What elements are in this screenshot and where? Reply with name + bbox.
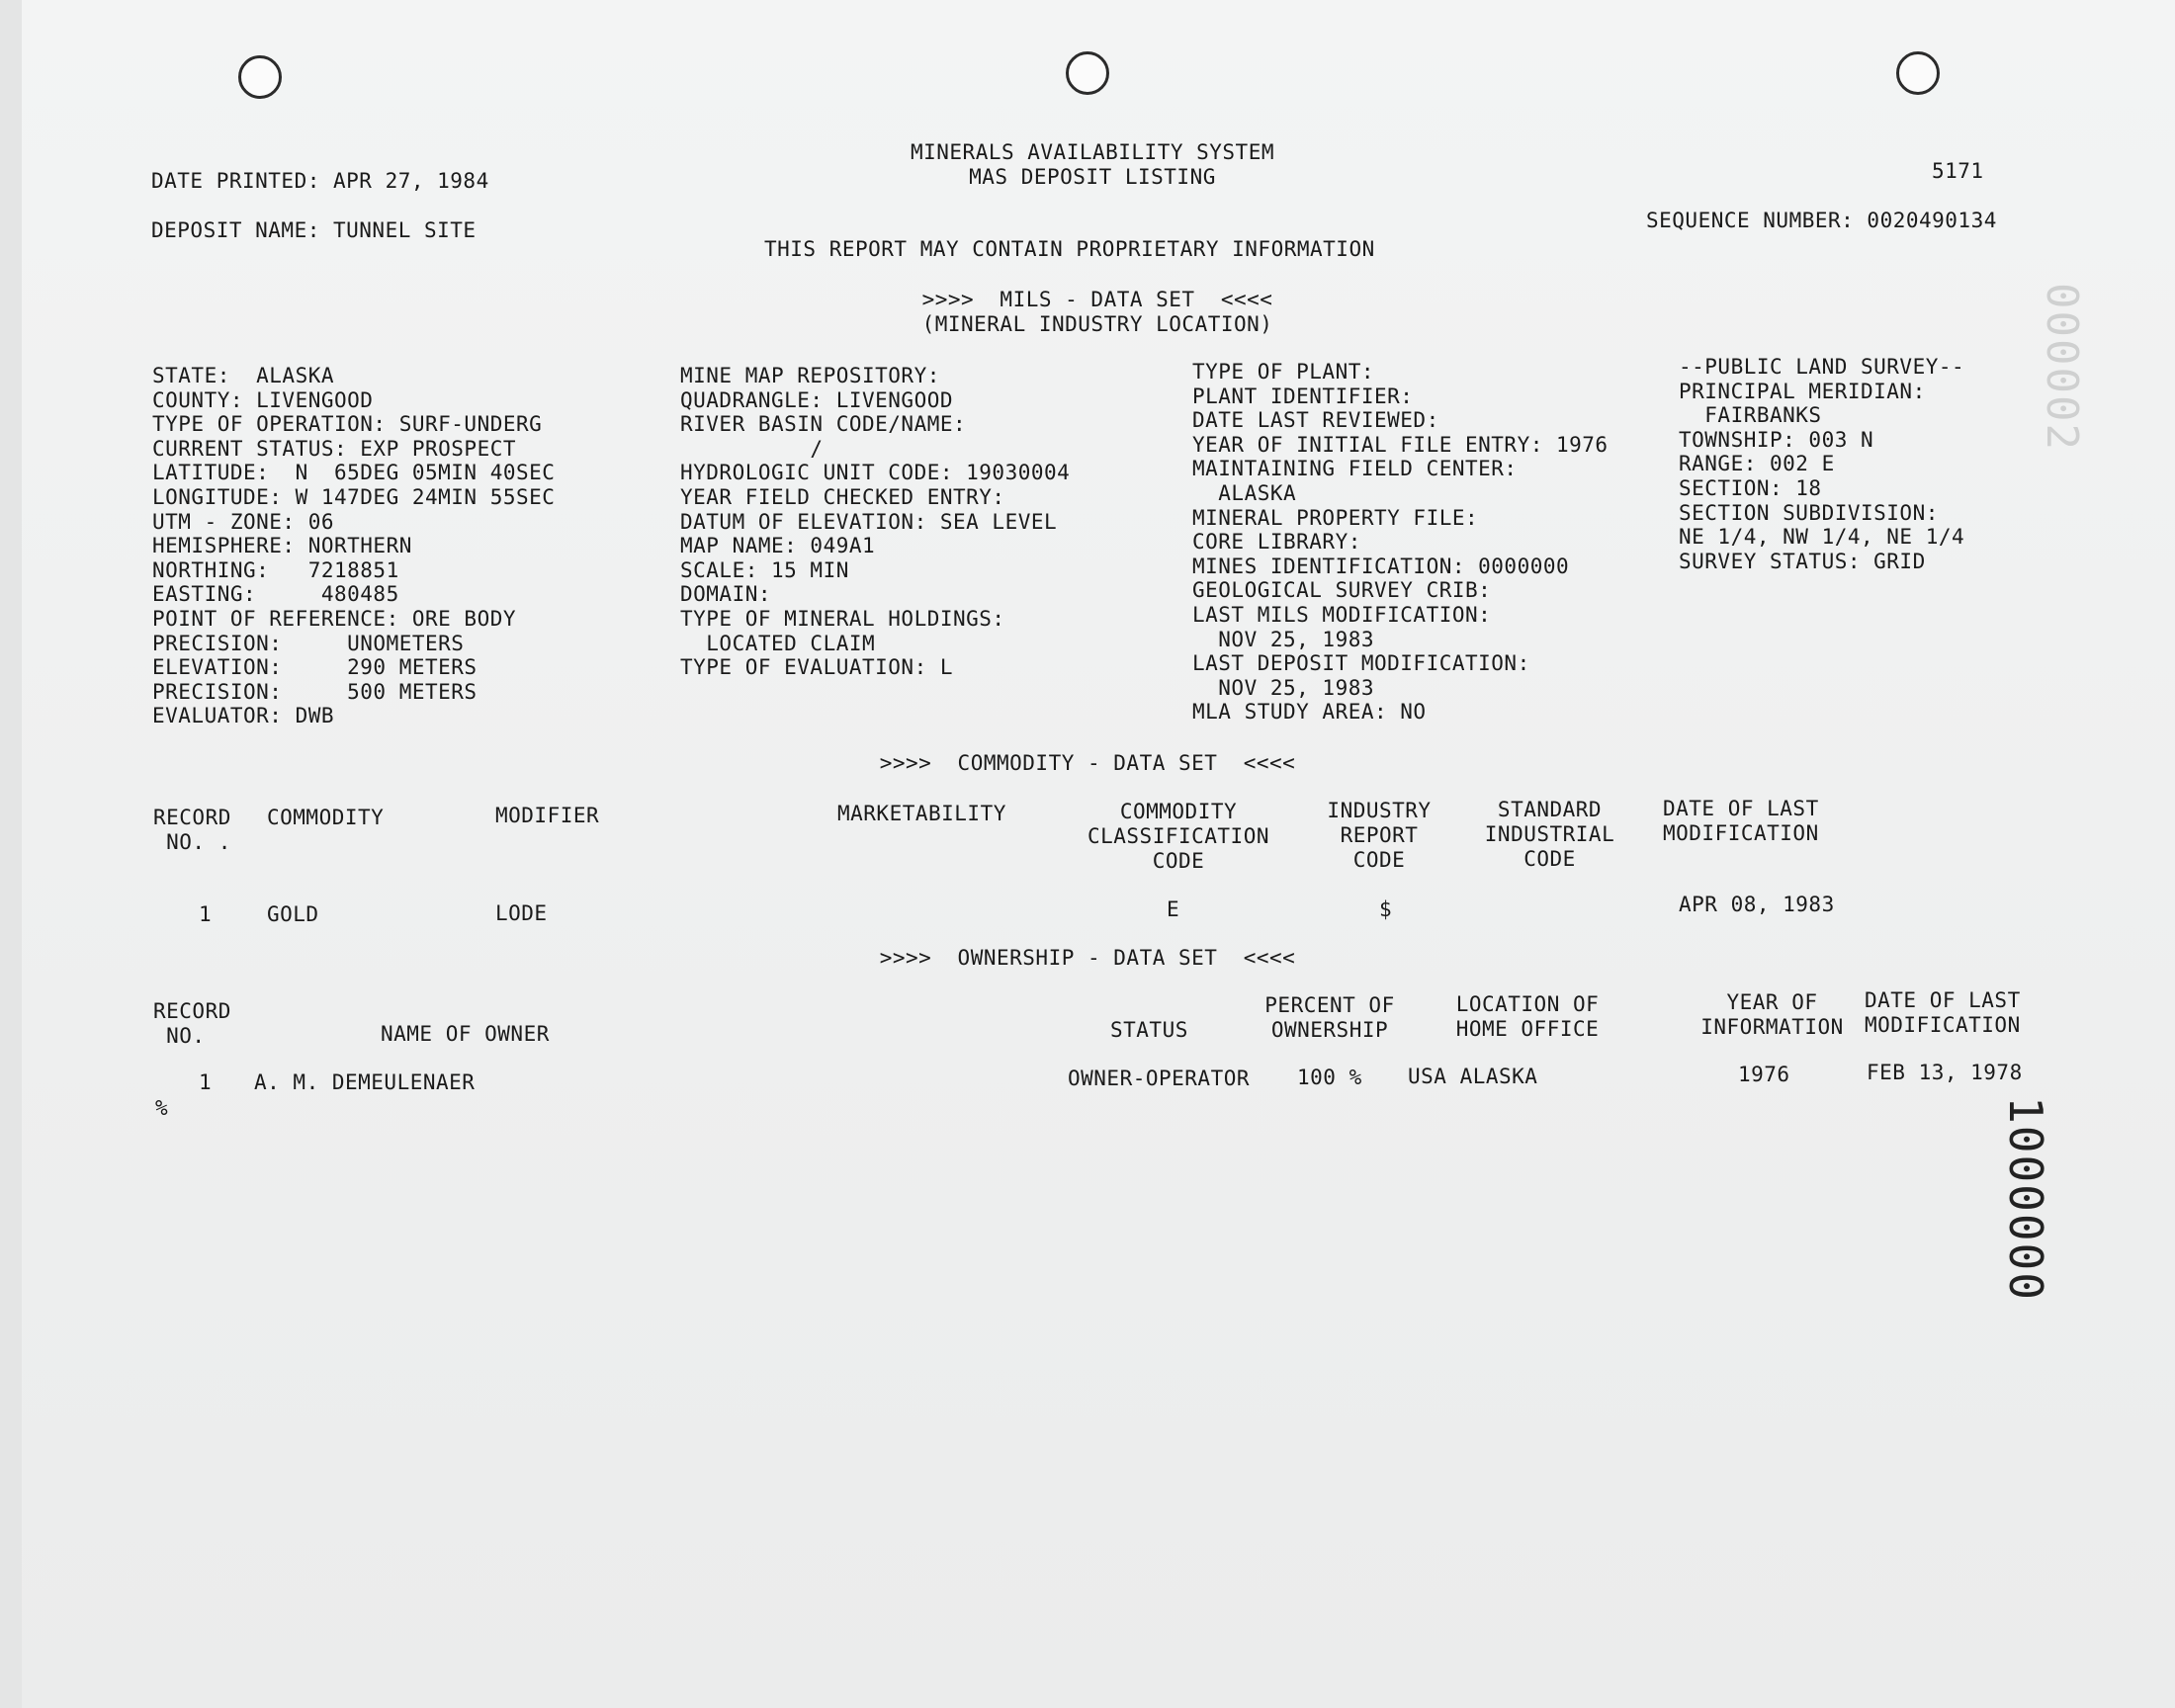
survey-field: PRINCIPAL MERIDIAN: bbox=[1679, 379, 1926, 403]
sic-header: STANDARD bbox=[1497, 798, 1603, 821]
public-land-survey-column bbox=[1679, 355, 1964, 573]
mils-admin-column bbox=[1192, 360, 1609, 725]
industry-report-header: CODE bbox=[1352, 848, 1406, 872]
binder-hole-center bbox=[1066, 51, 1109, 95]
owner-row-percent: 100 % bbox=[1297, 1066, 1362, 1089]
mils-field: HYDROLOGIC UNIT CODE: 19030004 bbox=[680, 461, 1071, 485]
mils-field: PLANT IDENTIFIER: bbox=[1192, 384, 1414, 408]
industry-report-header: REPORT bbox=[1340, 823, 1419, 847]
mils-field: MINERAL PROPERTY FILE: bbox=[1192, 505, 1479, 530]
owner-name-header: NAME OF OWNER bbox=[381, 1022, 550, 1046]
mils-field: DATUM OF ELEVATION: SEA LEVEL bbox=[680, 509, 1058, 534]
mils-field: MINES IDENTIFICATION: 0000000 bbox=[1192, 554, 1570, 578]
mils-field: RIVER BASIN CODE/NAME: bbox=[680, 412, 967, 437]
mils-field: MAP NAME: 049A1 bbox=[680, 534, 876, 558]
mils-field: / bbox=[680, 436, 824, 461]
owner-row-status: OWNER-OPERATOR bbox=[1068, 1067, 1251, 1090]
mils-field: TYPE OF EVALUATION: L bbox=[680, 655, 954, 680]
percent-ownership-header: PERCENT OF bbox=[1264, 993, 1395, 1017]
binder-hole-left bbox=[238, 55, 282, 99]
mils-field: MINE MAP REPOSITORY: bbox=[680, 364, 940, 387]
mils-subheading: (MINERAL INDUSTRY LOCATION) bbox=[921, 312, 1273, 336]
survey-heading: --PUBLIC LAND SURVEY-- bbox=[1679, 355, 1965, 379]
industry-report-header: INDUSTRY bbox=[1327, 799, 1432, 822]
ownership-date-header: MODIFICATION bbox=[1865, 1013, 2021, 1037]
owner-status-header: STATUS bbox=[1110, 1018, 1188, 1042]
mils-field: PRECISION: UNOMETERS bbox=[152, 631, 465, 655]
ownership-heading: >>>> OWNERSHIP - DATA SET <<<< bbox=[879, 946, 1296, 970]
mils-location-column bbox=[152, 364, 555, 728]
survey-field: TOWNSHIP: 003 N bbox=[1679, 427, 1874, 452]
mils-field: LONGITUDE: W 147DEG 24MIN 55SEC bbox=[152, 484, 556, 509]
commodity-record-header: RECORD bbox=[153, 806, 231, 829]
classification-header: CLASSIFICATION bbox=[1087, 824, 1269, 848]
owner-row-location: USA ALASKA bbox=[1408, 1065, 1538, 1088]
mils-field: NOV 25, 1983 bbox=[1192, 675, 1375, 700]
faint-stamp-number: 000002 bbox=[2036, 283, 2087, 452]
mils-field: MAINTAINING FIELD CENTER: bbox=[1192, 457, 1518, 481]
survey-field: SURVEY STATUS: GRID bbox=[1679, 549, 1926, 573]
mils-field: DOMAIN: bbox=[680, 582, 772, 607]
date-printed: DATE PRINTED: APR 27, 1984 bbox=[151, 169, 489, 193]
owner-row-name: A. M. DEMEULENAER bbox=[254, 1070, 476, 1094]
survey-field: RANGE: 002 E bbox=[1679, 452, 1835, 476]
system-title: MINERALS AVAILABILITY SYSTEM bbox=[910, 140, 1274, 164]
mils-field: POINT OF REFERENCE: ORE BODY bbox=[152, 606, 517, 631]
commodity-row-record: 1 bbox=[199, 902, 213, 926]
proprietary-notice: THIS REPORT MAY CONTAIN PROPRIETARY INFORMATION bbox=[764, 237, 1375, 261]
mils-field: DATE LAST REVIEWED: bbox=[1192, 408, 1439, 433]
last-modification-header: MODIFICATION bbox=[1663, 821, 1819, 845]
mils-field: NORTHING: 7218851 bbox=[152, 557, 399, 582]
mils-field: NOV 25, 1983 bbox=[1192, 627, 1375, 651]
survey-field: FAIRBANKS bbox=[1679, 403, 1822, 428]
modifier-header: MODIFIER bbox=[495, 804, 600, 827]
commodity-name-header: COMMODITY bbox=[267, 806, 385, 829]
year-of-information-header: INFORMATION bbox=[1700, 1015, 1844, 1039]
survey-field: SECTION SUBDIVISION: bbox=[1679, 500, 1939, 525]
commodity-row-modifier: LODE bbox=[495, 901, 548, 925]
owner-row-year: 1976 bbox=[1738, 1063, 1790, 1086]
end-of-record-marker: % bbox=[155, 1096, 169, 1120]
mils-field: SCALE: 15 MIN bbox=[680, 557, 849, 582]
listing-title: MAS DEPOSIT LISTING bbox=[969, 165, 1216, 189]
commodity-heading: >>>> COMMODITY - DATA SET <<<< bbox=[879, 751, 1296, 775]
mils-field: EASTING: 480485 bbox=[152, 582, 399, 607]
survey-field: SECTION: 18 bbox=[1679, 475, 1822, 500]
sic-header: INDUSTRIAL bbox=[1484, 822, 1615, 846]
mils-field: GEOLOGICAL SURVEY CRIB: bbox=[1192, 578, 1492, 603]
deposit-name: DEPOSIT NAME: TUNNEL SITE bbox=[151, 218, 477, 242]
mils-field: LATITUDE: N 65DEG 05MIN 40SEC bbox=[152, 461, 556, 485]
mils-field: QUADRANGLE: LIVENGOOD bbox=[680, 387, 954, 412]
mils-field: TYPE OF PLANT: bbox=[1192, 360, 1375, 384]
mils-field: COUNTY: LIVENGOOD bbox=[152, 387, 374, 412]
page-number: 5171 bbox=[1932, 159, 1984, 183]
page-edge bbox=[0, 0, 22, 1708]
mils-heading: >>>> MILS - DATA SET <<<< bbox=[921, 288, 1273, 311]
mils-field: ELEVATION: 290 METERS bbox=[152, 655, 478, 680]
owner-row-date: FEB 13, 1978 bbox=[1867, 1061, 2023, 1084]
mils-field: TYPE OF OPERATION: SURF-UNDERG bbox=[152, 412, 543, 437]
owner-row-record: 1 bbox=[199, 1070, 213, 1094]
year-of-information-header: YEAR OF bbox=[1726, 990, 1818, 1014]
mils-field: UTM - ZONE: 06 bbox=[152, 509, 335, 534]
mils-field: YEAR OF INITIAL FILE ENTRY: 1976 bbox=[1192, 432, 1609, 457]
mils-field: PRECISION: 500 METERS bbox=[152, 679, 478, 704]
survey-field: NE 1/4, NW 1/4, NE 1/4 bbox=[1679, 525, 1965, 550]
mils-field: LAST MILS MODIFICATION: bbox=[1192, 602, 1492, 627]
commodity-row-date: APR 08, 1983 bbox=[1679, 893, 1835, 916]
ownership-record-header: RECORD bbox=[153, 999, 231, 1023]
home-office-header: HOME OFFICE bbox=[1455, 1017, 1600, 1041]
mils-field: CURRENT STATUS: EXP PROSPECT bbox=[152, 436, 517, 461]
percent-ownership-header: OWNERSHIP bbox=[1270, 1018, 1389, 1042]
commodity-row-industry-code: $ bbox=[1379, 897, 1393, 921]
mils-field: YEAR FIELD CHECKED ENTRY: bbox=[680, 484, 1005, 509]
classification-header: CODE bbox=[1152, 849, 1205, 873]
ownership-date-header: DATE OF LAST bbox=[1865, 988, 2021, 1012]
mils-field: LOCATED CLAIM bbox=[680, 631, 876, 655]
side-stamp-number: 1000000 bbox=[1998, 1096, 2052, 1302]
mils-field: HEMISPHERE: NORTHERN bbox=[152, 534, 412, 558]
mils-field: EVALUATOR: DWB bbox=[152, 704, 335, 728]
classification-header: COMMODITY bbox=[1119, 800, 1238, 823]
mils-field: TYPE OF MINERAL HOLDINGS: bbox=[680, 606, 1005, 631]
binder-hole-right bbox=[1896, 51, 1940, 95]
mils-field: ALASKA bbox=[1192, 480, 1297, 505]
commodity-record-header: NO. . bbox=[153, 830, 231, 854]
sequence-number: SEQUENCE NUMBER: 0020490134 bbox=[1646, 209, 1997, 232]
sic-header: CODE bbox=[1523, 847, 1576, 871]
mils-field: CORE LIBRARY: bbox=[1192, 530, 1361, 555]
mils-field: MLA STUDY AREA: NO bbox=[1192, 700, 1427, 725]
commodity-row-class-code: E bbox=[1167, 897, 1180, 921]
mils-field: LAST DEPOSIT MODIFICATION: bbox=[1192, 651, 1530, 676]
commodity-row-name: GOLD bbox=[267, 902, 319, 926]
marketability-header: MARKETABILITY bbox=[837, 802, 1006, 825]
mils-field: STATE: ALASKA bbox=[152, 364, 335, 387]
ownership-record-header: NO. bbox=[153, 1024, 206, 1048]
last-modification-header: DATE OF LAST bbox=[1663, 797, 1819, 820]
mils-map-column bbox=[680, 364, 1070, 680]
home-office-header: LOCATION OF bbox=[1455, 992, 1600, 1016]
